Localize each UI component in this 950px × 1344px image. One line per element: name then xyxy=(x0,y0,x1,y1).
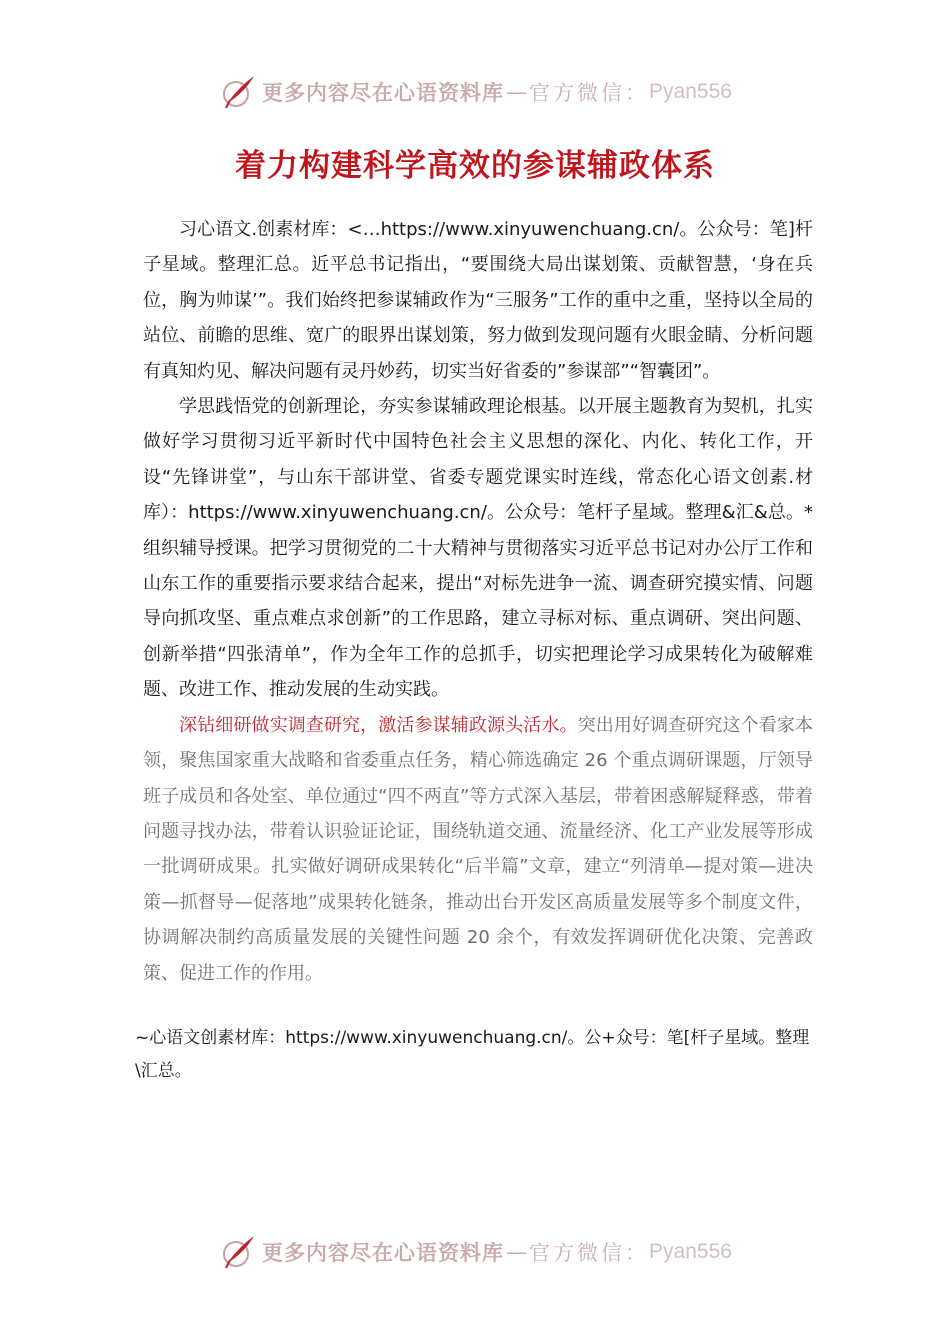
banner-slogan: 更多内容尽在心语资料库 xyxy=(262,1240,505,1265)
quill-logo-icon xyxy=(218,1232,258,1272)
paragraph-3-lead: 深钻细研做实调查研究，激活参谋辅政源头活水。 xyxy=(179,714,578,736)
paragraph-1: 习心语文.创素材库：<…https://www.xinyuwenchuang.cn/。公众号：笔]杆子星域。整理汇总。近平总书记指出，“要围绕大局出谋划策、贡献智慧，‘身在兵位，胸为帅谋’”。我们始终把参谋辅政作为“三服务”工作的重中之重，坚持以全局的站位、前瞻的思维、宽广的眼界出谋划策，努力做到发现问题有火眼金睛、分析问题有真知灼见、解决问题有灵丹妙药，切实当好省委的”参谋部”“智囊团”。 xyxy=(143,219,813,382)
paragraph-3 xyxy=(143,708,813,991)
quill-logo-icon xyxy=(218,72,258,112)
paragraph-3-body: 突出用好调查研究这个看家本领，聚焦国家重大战略和省委重点任务，精心筛选确定 26 个重点调研课题，厅领导班子成员和各处室、单位通过“四不两直”等方式深入基层，带着困惑解疑释惑，带着问题寻找办法，带着认识验证论证，围绕轨道交通、流量经济、化工产业发展等形成一批调研成果。扎实做好调研成果转化“后半篇”文章，建立“列清单—提对策—进决策—抓督导—促落地”成果转化链条，推动出台开发区高质量发展等多个制度文件，协调解决制约高质量发展的关键性问题 20 余个，有效发挥调研优化决策、完善政策、促进工作的作用。 xyxy=(143,714,814,984)
footer-banner xyxy=(0,1232,950,1272)
banner-wechat-label: 官方微信： xyxy=(529,81,650,105)
document-body xyxy=(143,212,813,991)
footer-note: ~心语文创素材库：https://www.xinyuwenchuang.cn/。公+众号：笔[杆子星域。整理\汇总。 xyxy=(135,1028,810,1081)
banner-separator: — xyxy=(506,80,528,104)
banner-slogan: 更多内容尽在心语资料库 xyxy=(262,80,505,105)
paragraph-2: 学思践悟党的创新理论，夯实参谋辅政理论根基。以开展主题教育为契机，扎实做好学习贯彻习近平新时代中国特色社会主义思想的深化、内化、转化工作，开设“先锋讲堂”，与山东干部讲堂、省委专题党课实时连线，常态化心语文创素.材库）：https://www.xinyuwenchuang.cn/。公众号：笔杆子星域。整理&汇&总。*组织辅导授课。把学习贯彻党的二十大精神与贯彻落实习近平总书记对办公厅工作和山东工作的重要指示要求结合起来，提出“对标先进争一流、调查研究摸实情、问题导向抓攻坚、重点难点求创新”的工作思路，建立寻标对标、重点调研、突出问题、创新举措“四张清单”，作为全年工作的总抓手，切实把理论学习成果转化为破解难题、改进工作、推动发展的生动实践。 xyxy=(143,396,813,701)
document-title: 着力构建科学高效的参谋辅政体系 xyxy=(235,148,715,184)
banner-separator: — xyxy=(506,1240,528,1264)
banner-account: Pyan556 xyxy=(649,1240,732,1263)
banner-account: Pyan556 xyxy=(649,80,732,103)
banner-wechat-label: 官方微信： xyxy=(529,1241,650,1265)
header-banner xyxy=(0,72,950,112)
